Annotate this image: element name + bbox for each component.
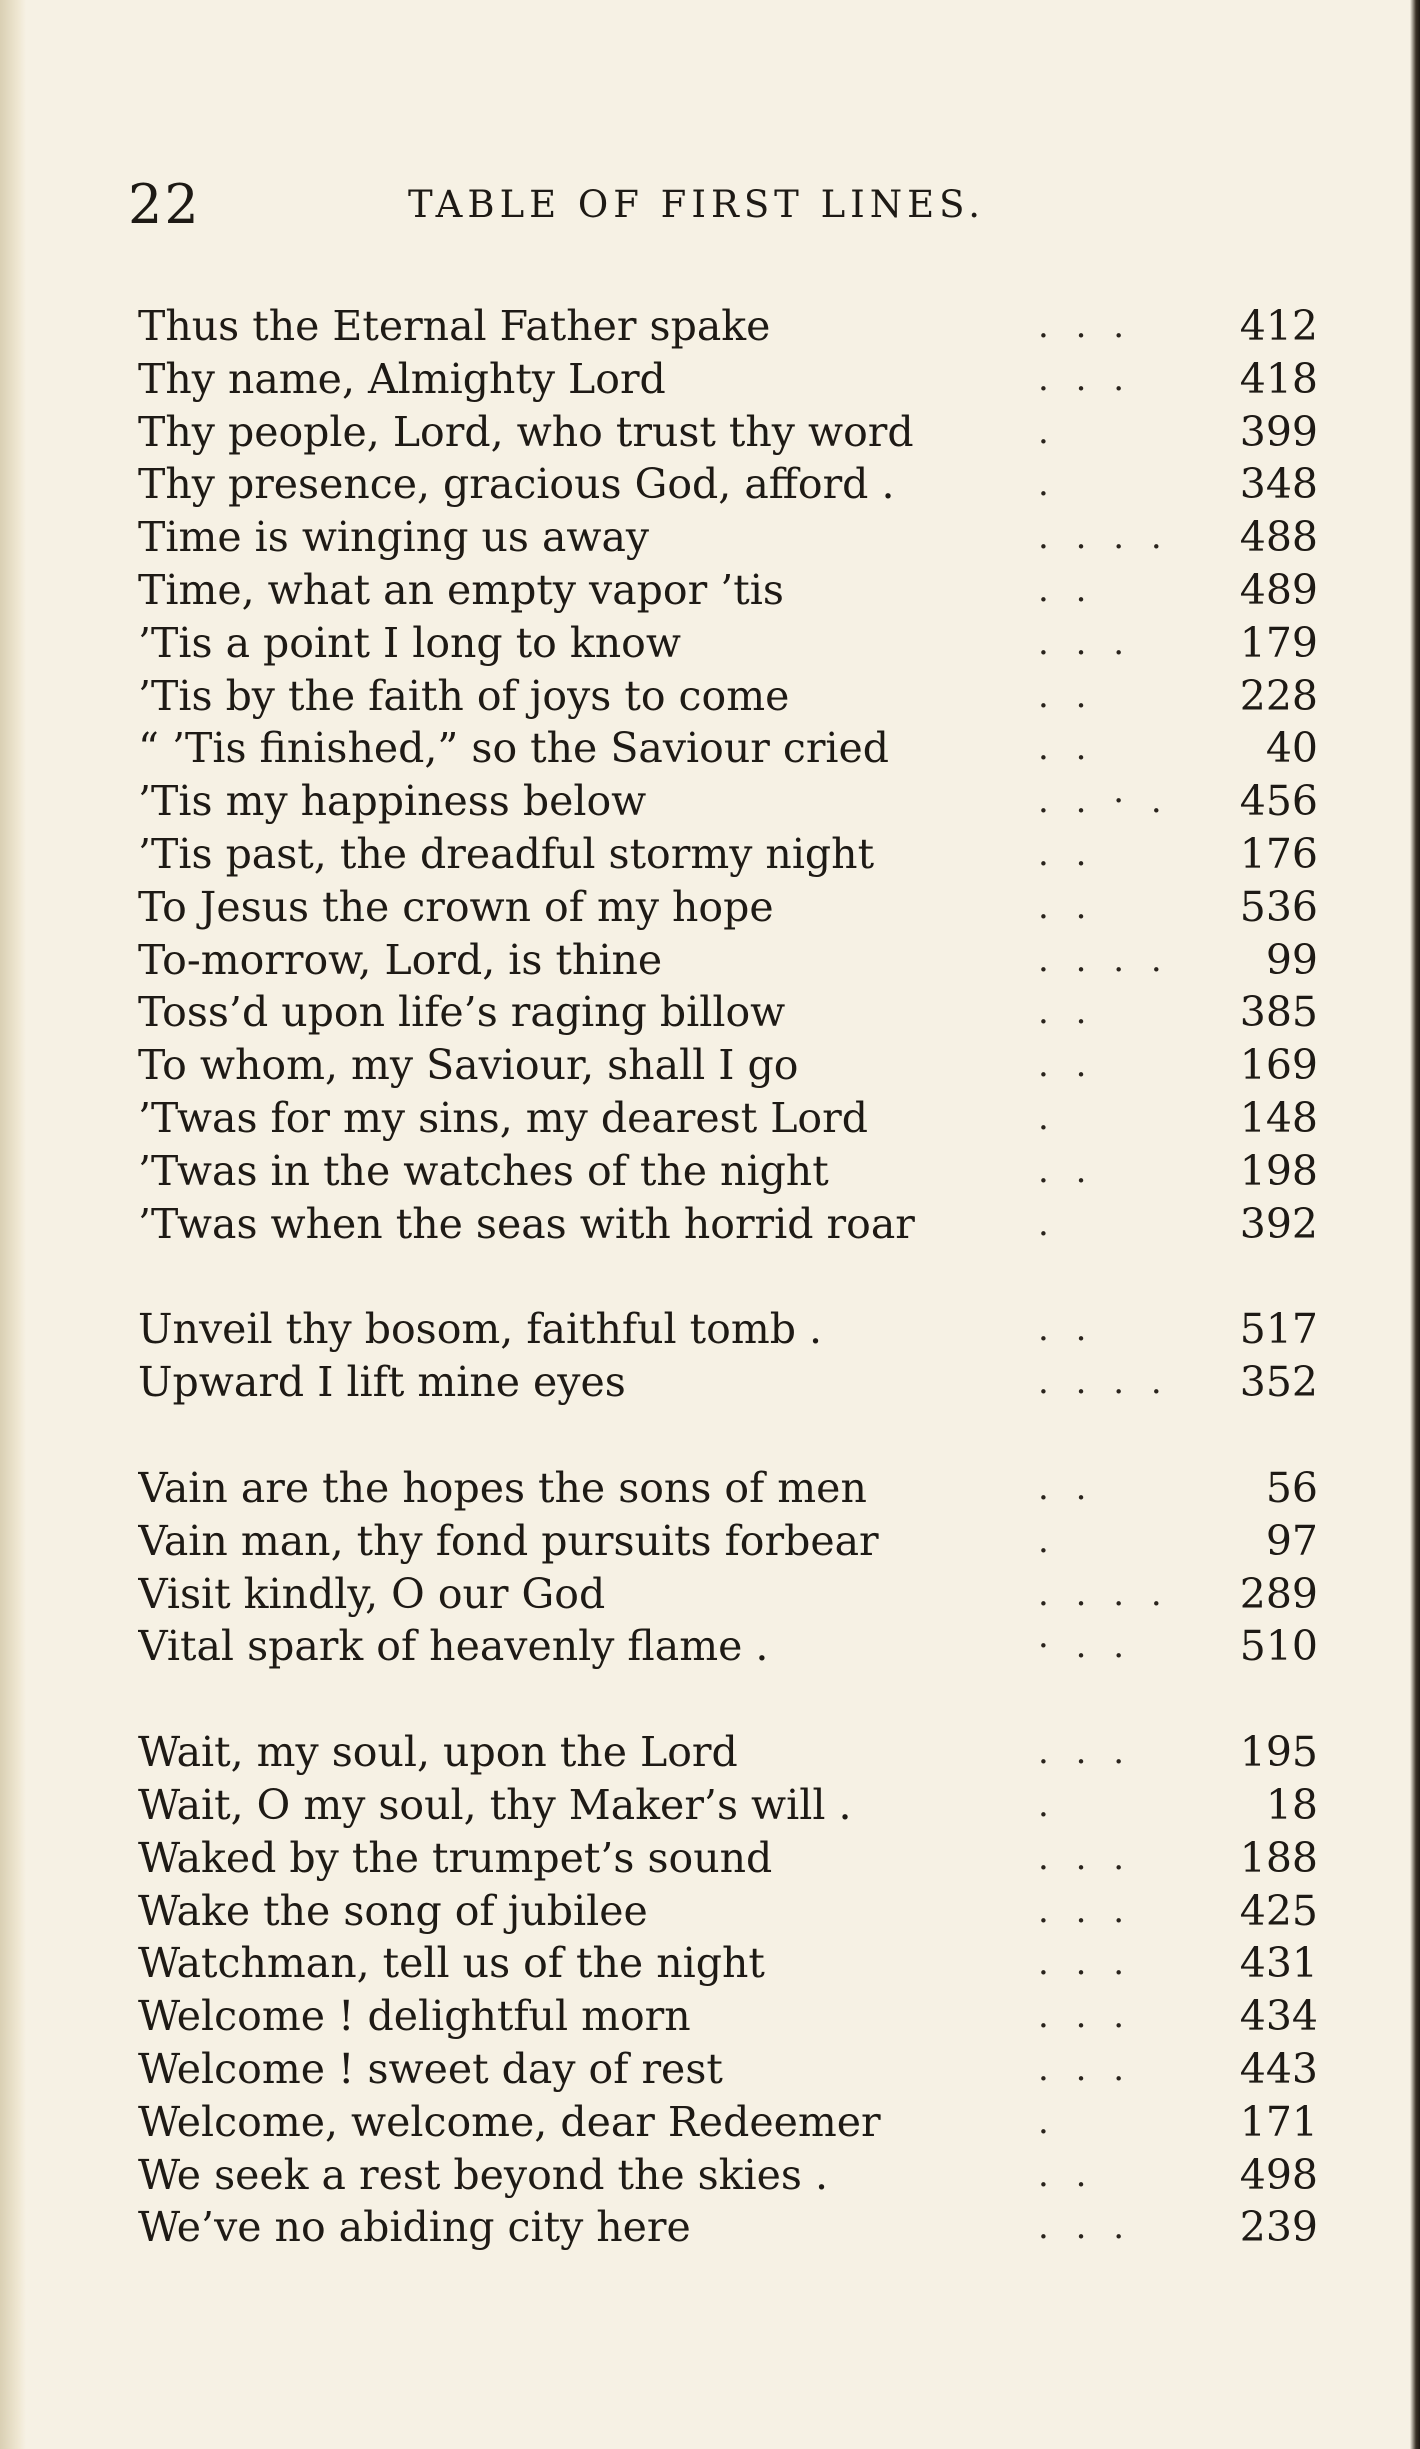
index-entry [138, 1198, 1318, 1251]
dot-leaders: . [1038, 1520, 1057, 1561]
hymn-number: 489 [1239, 565, 1318, 614]
index-entry [138, 670, 1318, 723]
index-entry [138, 986, 1318, 1039]
dot-leaders: . . . . [1038, 1362, 1170, 1403]
first-line-text: Welcome, welcome, dear Redeemer [138, 2097, 881, 2146]
dot-leaders: · . . [1038, 1626, 1133, 1667]
first-line-text: To Jesus the crown of my hope [138, 882, 774, 931]
first-line-text: Thy presence, gracious God, afford . [138, 460, 895, 509]
hymn-number: 18 [1265, 1780, 1318, 1829]
first-line-text: ’Tis past, the dreadful stormy night [138, 829, 875, 878]
first-line-text: Thy people, Lord, who trust thy word [138, 407, 914, 456]
first-line-text: To-morrow, Lord, is thine [138, 935, 663, 984]
hymn-number: 56 [1265, 1463, 1318, 1512]
dot-leaders: . . [1038, 1045, 1095, 1086]
first-line-text: Toss’d upon life’s raging billow [138, 988, 786, 1037]
index-group [138, 1726, 1318, 2254]
dot-leaders: . . . [1038, 358, 1133, 399]
running-title: TABLE OF FIRST LINES. [408, 183, 985, 226]
dot-leaders: . . · . [1038, 781, 1170, 822]
index-entry [138, 881, 1318, 934]
first-line-text: To whom, my Saviour, shall I go [138, 1041, 799, 1090]
dot-leaders: . . [1038, 1467, 1095, 1508]
dot-leaders: . . [1038, 833, 1095, 874]
first-line-text: Time is winging us away [138, 513, 650, 562]
index-entry [138, 1145, 1318, 1198]
index-entry [138, 775, 1318, 828]
index-entry [138, 1356, 1318, 1409]
index-entry [138, 722, 1318, 775]
index-entry [138, 458, 1318, 511]
hymn-number: 99 [1265, 935, 1318, 984]
first-line-text: Wait, my soul, upon the Lord [138, 1728, 738, 1777]
first-line-text: We seek a rest beyond the skies . [138, 2150, 829, 2199]
dot-leaders: . . [1038, 728, 1095, 769]
dot-leaders: . . . [1038, 622, 1133, 663]
index-entry [138, 1990, 1318, 2043]
dot-leaders: . [1038, 1203, 1057, 1244]
hymn-number: 198 [1239, 1146, 1318, 1195]
hymn-number: 385 [1239, 988, 1318, 1037]
hymn-number: 412 [1239, 302, 1318, 350]
index-entry [138, 1515, 1318, 1568]
dot-leaders: . . . . [1038, 517, 1170, 558]
first-lines-index [138, 300, 1318, 2307]
first-line-text: ’Twas in the watches of the night [138, 1146, 829, 1195]
dot-leaders: . . . . [1038, 1573, 1170, 1614]
dot-leaders: . [1038, 1784, 1057, 1825]
index-entry [138, 2201, 1318, 2254]
index-entry [138, 2149, 1318, 2202]
index-entry [138, 2043, 1318, 2096]
page-edge-right [1410, 0, 1420, 2449]
hymn-number: 179 [1239, 618, 1318, 667]
first-line-text: ’Tis by the faith of joys to come [138, 671, 790, 720]
hymn-number: 348 [1239, 460, 1318, 509]
first-line-text: Upward I lift mine eyes [138, 1358, 626, 1407]
first-line-text: Thy name, Almighty Lord [138, 354, 666, 403]
index-entry [138, 1832, 1318, 1885]
index-entry [138, 828, 1318, 881]
hymn-number: 169 [1239, 1041, 1318, 1090]
hymn-number: 148 [1239, 1093, 1318, 1142]
hymn-number: 510 [1239, 1622, 1318, 1671]
index-entry [138, 406, 1318, 459]
first-line-text: We’ve no abiding city here [138, 2203, 691, 2252]
first-line-text: Vain man, thy fond pursuits forbear [138, 1516, 879, 1565]
hymn-number: 488 [1239, 513, 1318, 562]
index-entry [138, 1092, 1318, 1145]
hymn-number: 418 [1239, 354, 1318, 403]
first-line-text: Welcome ! delightful morn [138, 1992, 691, 2041]
first-line-text: “ ’Tis finished,” so the Saviour cried [138, 724, 890, 773]
index-entry [138, 617, 1318, 670]
first-line-text: Vain are the hopes the sons of men [138, 1463, 867, 1512]
first-line-text: Thus the Eternal Father spake [138, 302, 771, 350]
index-entry [138, 934, 1318, 987]
hymn-number: 536 [1239, 882, 1318, 931]
first-line-text: Wait, O my soul, thy Maker’s will . [138, 1780, 852, 1829]
hymn-number: 443 [1239, 2044, 1318, 2093]
first-line-text: ’Tis a point I long to know [138, 618, 681, 667]
hymn-number: 188 [1239, 1833, 1318, 1882]
dot-leaders: . . [1038, 886, 1095, 927]
index-entry [138, 1303, 1318, 1356]
dot-leaders: . [1038, 411, 1057, 452]
index-group [138, 1303, 1318, 1409]
first-line-text: Wake the song of jubilee [138, 1886, 648, 1935]
dot-leaders: . . . [1038, 1837, 1133, 1878]
index-entry [138, 1620, 1318, 1673]
hymn-number: 456 [1239, 777, 1318, 826]
dot-leaders: . [1038, 1097, 1057, 1138]
index-entry [138, 511, 1318, 564]
dot-leaders: . . [1038, 1309, 1095, 1350]
dot-leaders: . [1038, 464, 1057, 505]
index-entry [138, 1779, 1318, 1832]
index-group [138, 1462, 1318, 1673]
index-entry [138, 353, 1318, 406]
hymn-number: 40 [1265, 724, 1318, 773]
first-line-text: Visit kindly, O our God [138, 1569, 606, 1618]
dot-leaders: . . . [1038, 1996, 1133, 2037]
dot-leaders: . . [1038, 569, 1095, 610]
dot-leaders: . . . [1038, 1732, 1133, 1773]
index-entry [138, 2096, 1318, 2149]
first-line-text: Welcome ! sweet day of rest [138, 2044, 723, 2093]
dot-leaders: . . . [1038, 2048, 1133, 2089]
hymn-number: 431 [1239, 1939, 1318, 1988]
index-entry [138, 1462, 1318, 1515]
dot-leaders: . [1038, 2101, 1057, 2142]
hymn-number: 352 [1239, 1358, 1318, 1407]
page-header [128, 160, 1308, 250]
dot-leaders: . . [1038, 2154, 1095, 2195]
dot-leaders: . . . [1038, 306, 1133, 346]
first-line-text: ’Twas for my sins, my dearest Lord [138, 1093, 868, 1142]
hymn-number: 97 [1265, 1516, 1318, 1565]
hymn-number: 176 [1239, 829, 1318, 878]
hymn-number: 425 [1239, 1886, 1318, 1935]
dot-leaders: . . . [1038, 2207, 1133, 2248]
index-entry [138, 1726, 1318, 1779]
hymn-number: 392 [1239, 1199, 1318, 1248]
index-entry [138, 300, 1318, 353]
first-line-text: Watchman, tell us of the night [138, 1939, 765, 1988]
index-entry [138, 1937, 1318, 1990]
hymn-number: 289 [1239, 1569, 1318, 1618]
index-entry [138, 1885, 1318, 1938]
index-entry [138, 1039, 1318, 1092]
hymn-number: 195 [1239, 1728, 1318, 1777]
dot-leaders: . . [1038, 1150, 1095, 1191]
hymn-number: 434 [1239, 1992, 1318, 2041]
dot-leaders: . . [1038, 992, 1095, 1033]
dot-leaders: . . [1038, 675, 1095, 716]
index-entry [138, 564, 1318, 617]
page-edge-left [0, 0, 26, 2449]
first-line-text: ’Twas when the seas with horrid roar [138, 1199, 915, 1248]
hymn-number: 171 [1239, 2097, 1318, 2146]
page-number: 22 [128, 173, 201, 236]
first-line-text: ’Tis my happiness below [138, 777, 647, 826]
hymn-number: 517 [1239, 1305, 1318, 1354]
hymn-number: 498 [1239, 2150, 1318, 2199]
first-line-text: Waked by the trumpet’s sound [138, 1833, 773, 1882]
first-line-text: Unveil thy bosom, faithful tomb . [138, 1305, 823, 1354]
dot-leaders: . . . . [1038, 939, 1170, 980]
hymn-number: 239 [1239, 2203, 1318, 2252]
dot-leaders: . . . [1038, 1890, 1133, 1931]
dot-leaders: . . . [1038, 1943, 1133, 1984]
index-entry [138, 1568, 1318, 1621]
index-group [138, 300, 1318, 1250]
hymn-number: 228 [1239, 671, 1318, 720]
hymn-number: 399 [1239, 407, 1318, 456]
first-line-text: Time, what an empty vapor ’tis [138, 565, 784, 614]
first-line-text: Vital spark of heavenly flame . [138, 1622, 769, 1671]
